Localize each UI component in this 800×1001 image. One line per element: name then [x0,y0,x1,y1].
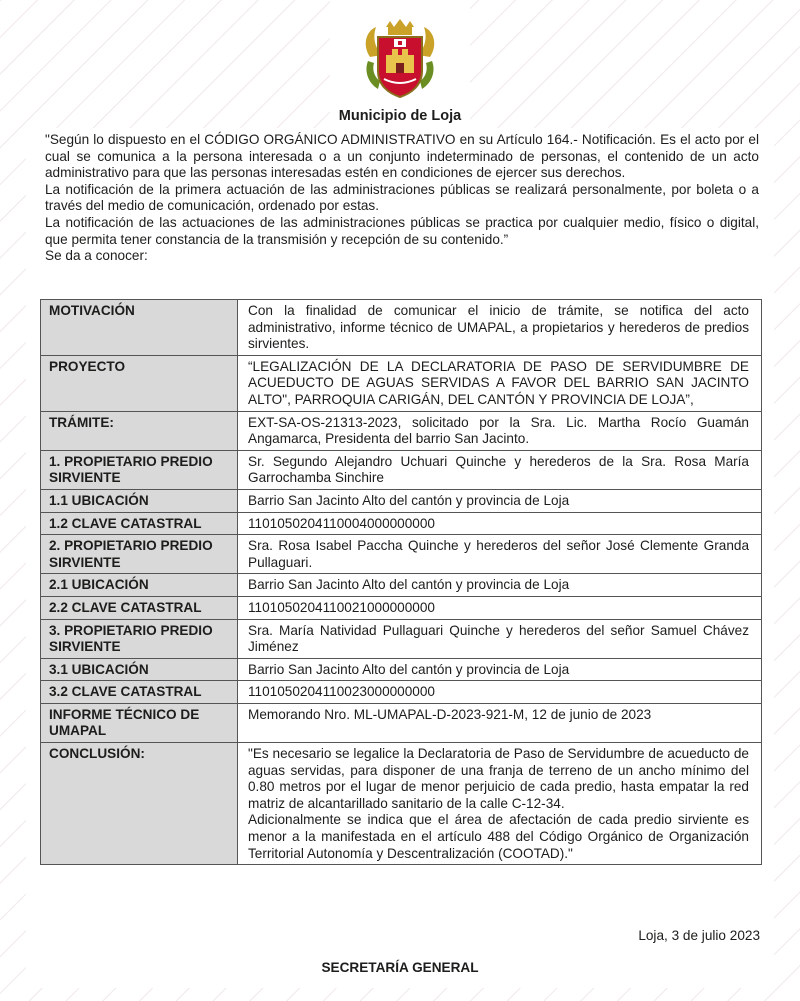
row-value: Sr. Segundo Alejandro Uchuari Quinche y herederos de la Sra. Rosa María Garrochamba Sinchire [238,450,762,489]
intro-paragraph: "Según lo dispuesto en el CÓDIGO ORGÁNICO ADMINISTRATIVO en su Artículo 164.- Notificación. Es el acto por el cual se comunica a la persona interesada o a un conjunto indeterminado de personas, el contenido de un acto administrativo para que las personas interesadas estén en condiciones de ejercer sus derechos. [45,132,759,181]
table-row [41,681,762,704]
row-label: 1.2 CLAVE CATASTRAL [41,512,238,535]
row-value: EXT-SA-OS-21313-2023, solicitado por la Sra. Lic. Martha Rocío Guamán Angamarca, Presidenta del barrio San Jacinto. [238,411,762,450]
row-label: 1. PROPIETARIO PREDIO SIRVIENTE [41,450,238,489]
row-label: 3.2 CLAVE CATASTRAL [41,681,238,704]
signature-department: SECRETARÍA GENERAL [321,960,479,975]
row-value: Sra. Rosa Isabel Paccha Quinche y herederos del señor José Clemente Granda Pullaguari. [238,535,762,574]
row-value: 1101050204110004000000000 [238,512,762,535]
row-value: Con la finalidad de comunicar el inicio de trámite, se notifica del acto administrativo, informe técnico de UMAPAL, a propietarios y herederos de predios sirvientes. [238,300,762,356]
table-row [41,450,762,489]
row-label: 3. PROPIETARIO PREDIO SIRVIENTE [41,619,238,658]
municipal-coat-of-arms-icon [362,17,438,101]
row-label: 3.1 UBICACIÓN [41,658,238,681]
table-row [41,489,762,512]
conclusion-paragraph: Adicionalmente se indica que el área de afectación de cada predio sirviente es menor a la manifestada en el artículo 488 del Código Orgánico de Organización Territorial Autonomía y Descentralización (COOTAD)." [248,812,749,861]
document-date: Loja, 3 de julio 2023 [638,928,760,943]
intro-paragraph: La notificación de la primera actuación de las administraciones públicas se realizará personalmente, por boleta o a través del medio de comunicación, ordenado por estas. [45,181,759,214]
row-label: INFORME TÉCNICO DE UMAPAL [41,703,238,742]
row-value: 1101050204110021000000000 [238,596,762,619]
intro-paragraph: Se da a conocer: [45,248,148,264]
table-row [41,535,762,574]
table-row [41,743,762,865]
notification-table [40,299,762,865]
row-label: 2.1 UBICACIÓN [41,574,238,597]
row-value: Barrio San Jacinto Alto del cantón y provincia de Loja [238,489,762,512]
table-row [41,703,762,742]
row-value [238,743,762,865]
table-row [41,300,762,356]
row-label: TRÁMITE: [41,411,238,450]
row-value: Sra. María Natividad Pullaguari Quinche y herederos del señor Samuel Chávez Jiménez [238,619,762,658]
row-value: Memorando Nro. ML-UMAPAL-D-2023-921-M, 12 de junio de 2023 [238,703,762,742]
row-label: 2.2 CLAVE CATASTRAL [41,596,238,619]
table-row [41,596,762,619]
row-label: PROYECTO [41,355,238,411]
intro-text [45,132,759,265]
row-value: “LEGALIZACIÓN DE LA DECLARATORIA DE PASO DE SERVIDUMBRE DE ACUEDUCTO DE AGUAS SERVIDAS A FAVOR DEL BARRIO SAN JACINTO ALTO", PARROQUIA CARIGÁN, DEL CANTÓN Y PROVINCIA DE LOJA”, [238,355,762,411]
conclusion-paragraph: "Es necesario se legalice la Declaratoria de Paso de Servidumbre de acueducto de aguas servidas, para disponer de una franja de terreno de un ancho mínimo del 0.80 metros por el lugar de menor perjuicio de cada predio, hasta empatar la red matriz de alcantarillado sanitario de la calle C-12-34. [248,746,749,811]
table-row [41,619,762,658]
page-title: Municipio de Loja [338,108,462,124]
row-label: 1.1 UBICACIÓN [41,489,238,512]
row-value: Barrio San Jacinto Alto del cantón y provincia de Loja [238,574,762,597]
row-label: CONCLUSIÓN: [41,743,238,865]
table-row [41,512,762,535]
table-row [41,574,762,597]
row-label: MOTIVACIÓN [41,300,238,356]
row-label: 2. PROPIETARIO PREDIO SIRVIENTE [41,535,238,574]
row-value: Barrio San Jacinto Alto del cantón y provincia de Loja [238,658,762,681]
table-row [41,355,762,411]
row-value: 1101050204110023000000000 [238,681,762,704]
intro-paragraph: La notificación de las actuaciones de las administraciones públicas se practica por cualquier medio, físico o digital, que permita tener constancia de la transmisión y recepción de su contenido.” [45,214,759,247]
table-row [41,411,762,450]
table-row [41,658,762,681]
